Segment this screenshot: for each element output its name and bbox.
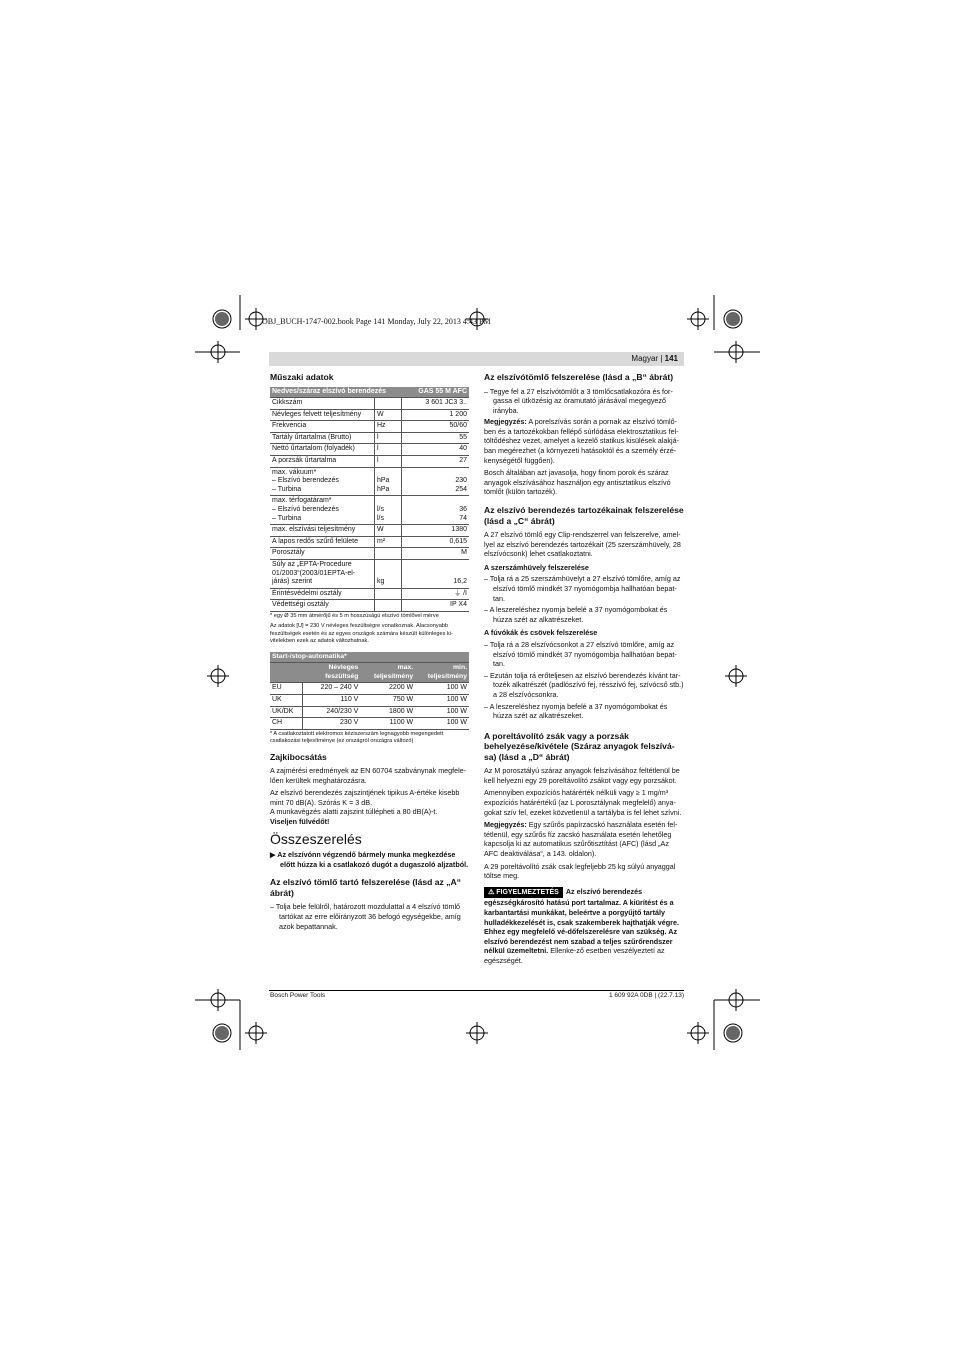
table-cell: Névleges felvett teljesítmény <box>270 409 375 421</box>
tech-data-table <box>270 387 469 612</box>
table-cell: Tartály űrtartalma (Brutto) <box>270 432 375 444</box>
table-cell: 220 – 240 V <box>302 683 360 695</box>
dust-bag-text-2: Amennyiben expozíciós határérték nélküli vagy ≥ 1 mg/m³ expozíciós határértékű (az L porosztálynak megfelelő) anya-gokat szív fel, ezeket közvetlenül a tartályba is fel lehet szívni. <box>484 788 682 817</box>
table-cell: 100 W <box>415 683 469 695</box>
table-cell: 1 200 <box>402 409 470 421</box>
table-cell: l <box>375 456 402 468</box>
warning-label: ⚠ FIGYELMEZTETÉS <box>484 887 563 899</box>
table-cell: 2200 W <box>360 683 415 695</box>
table-cell: 40 <box>402 444 470 456</box>
table-cell <box>375 588 402 600</box>
table-cell: l <box>375 444 402 456</box>
table-cell: 1800 W <box>360 706 415 718</box>
hose-assembly-step: – Tegye fel a 27 elszívótömlőt a 3 tömlőcsatlakozóra és for-gassa el ütközésig az óramutató járásával megegyező irányba. <box>484 386 673 415</box>
nozzles-step-2: – Ezután tolja rá erőteljesen az elszívó berendezés kívánt tar-tozék alkatrészét (padlószívó fej, résszívó fej, szívócső stb.) a 28 elszívócsonkra. <box>484 670 684 699</box>
footer-brand: Bosch Power Tools <box>270 992 326 999</box>
table-row <box>270 398 469 410</box>
table-cell: 230 V <box>302 718 360 730</box>
accessories-heading: Az elszívó berendezés tartozékainak felszerelése (lásd a „C“ ábrát) <box>484 505 684 526</box>
static-note: Megjegyzés: A porelszívás során a pornak az elszívó tömlő-ben és a tartozékokban fellépő súrlódása elektrosztatikus fel-töltődéshez vezet, amelyet a kezelő statikus kisülések alakjá-ban megérezhet (a környezeti hatásoktól és a személy érzé-kenységétől függően). <box>484 417 679 465</box>
table-cell: A lapos redős szűrő felülete <box>270 536 375 548</box>
table-cell: W <box>375 409 402 421</box>
table-row: Súly az „EPTA-Procedure 01/2003“(2003/01EPTA-el-járás) szerint kg 16,2 <box>270 560 469 589</box>
table-row <box>270 588 469 600</box>
table-cell: 110 V <box>302 694 360 706</box>
dust-bag-text-3: A 29 poreltávolító zsák csak legfeljebb 25 kg súlyú anyaggal töltse meg. <box>484 861 676 881</box>
dust-bag-heading: A poreltávolító zsák vagy a porzsák behelyezése/kivétele (Száraz anyagok felszívá-sa) (lásd a „D“ ábrát) <box>484 730 675 762</box>
table-cell: 100 W <box>415 706 469 718</box>
table-cell: 1380 <box>402 525 470 537</box>
table-row <box>270 694 469 706</box>
table-row <box>270 421 469 433</box>
start-stop-footnote: * A csatlakoztatott elektromos kéziszerszám legnagyobb megengedett csatlakozási teljesítménye (ez országról országra változó) <box>270 730 444 745</box>
table-cell: Védettségi osztály <box>270 600 375 612</box>
table-cell: EU <box>270 683 302 695</box>
table-row <box>270 525 469 537</box>
table-row <box>270 600 469 612</box>
table-cell: 27 <box>402 456 470 468</box>
table-row <box>270 409 469 421</box>
hose-holder-step: – Tolja bele felülről, határozott mozdulattal a 4 elszívó tömlő tartókat az erre előirányzott 36 befogó egységekbe, amíg azok bepattannak. <box>270 902 461 931</box>
tool-sleeve-heading: A szerszámhüvely felszerelése <box>484 562 589 572</box>
footer-rule <box>269 990 684 991</box>
table-head-model: GAS 55 M AFC <box>402 387 470 398</box>
table-cell: 3 601 JC3 3.. <box>402 398 470 410</box>
table-cell: 50/60 <box>402 421 470 433</box>
page-number-label: Magyar | 141 <box>631 354 678 363</box>
hose-assembly-heading: Az elszívótömlő felszerelése (lásd a „B“ ábrát) <box>484 372 674 382</box>
nozzles-heading: A fúvókák és csövek felszerelése <box>484 628 598 638</box>
table-cell: UK/DK <box>270 706 302 718</box>
table-cell: Porosztály <box>270 548 375 560</box>
left-column <box>270 372 469 933</box>
table-row <box>270 683 469 695</box>
table-cell: max. elszívási teljesítmény <box>270 525 375 537</box>
table-row <box>270 432 469 444</box>
noise-text-3: A munkavégzés alatti zajszint túllépheti a 80 dB(A)-t. <box>270 807 438 817</box>
nozzles-step-1: – Tolja rá a 28 elszívócsonkot a 27 elszívó tömlőre, amíg az elszívó tömlő mindkét 37 nyomógombja hallhatóan bepat-tan. <box>484 639 677 669</box>
table-cell <box>375 600 402 612</box>
table-row: max. térfogatáram* – Elszívó berendezés – Turbina l/s l/s 36 74 <box>270 496 469 525</box>
table-cell: 750 W <box>360 694 415 706</box>
start-stop-table: Start-/stop-automatika* Névleges feszültség max. teljesítmény min. teljesítmény EU 220 – 240 V 2200 W 100 W UK 110 V 750 W 100 W UK/DK 240/230 V 1800 W 100 W CH 230 V 1100 W 100 W <box>270 652 469 730</box>
table-row: max. vákuum* – Elszívó berendezés – Turbina hPa hPa 230 254 <box>270 467 469 496</box>
noise-warning: Viseljen fülvédőt! <box>270 817 330 827</box>
table-cell: 0,615 <box>402 536 470 548</box>
dust-bag-note: Megjegyzés: Egy szűrős papírzacskó használata esetén fel-tétlenül, egy szűrős fíz zacskó használata esetén lehetőleg kapcsolja ki az automatikus szűrőtisztítást (AFC) (lásd „Az AFC deaktiválása“, a 143. oldalon). <box>484 820 678 858</box>
table-row <box>270 548 469 560</box>
table-note: Az adatok [U] = 230 V névleges feszültségre vonatkoznak. Alacsonyabb feszültségek esetén és az egyes országok számára készült különleges ki-vitelekben ezek az adatok változhatnak. <box>270 623 453 645</box>
accessories-intro: A 27 elszívó tömlő egy Clip-rendszerrel van felszerelve, amel-lyel az elszívó berendezés tartozékait (25 szerszámhüvely, 28 elszívócsonk) lehet csatlakoztatni. <box>484 530 681 559</box>
table-cell: 240/230 V <box>302 706 360 718</box>
page-header-bar <box>269 352 684 366</box>
table-cell: UK <box>270 694 302 706</box>
table-cell: 1100 W <box>360 718 415 730</box>
table-cell: Érintésvédelmi osztály <box>270 588 375 600</box>
table-cell: IP X4 <box>402 600 470 612</box>
table-head-product: Nedves/száraz elszívó berendezés <box>270 387 402 398</box>
noise-text-2: Az elszívó berendezés zajszintjének tipikus A-értéke kisebb mint 70 dB(A). Szórás K = 3 dB. <box>270 788 460 807</box>
table-cell: Hz <box>375 421 402 433</box>
table-cell: m² <box>375 536 402 548</box>
table-cell <box>375 548 402 560</box>
tool-sleeve-step-1: – Tolja rá a 25 szerszámhüvelyt a 27 elszívó tömlőre, amíg az elszívó tömlő mindkét 37 nyomógombja hallhatóan bepat-tan. <box>484 574 681 603</box>
table-cell: l <box>375 432 402 444</box>
start-stop-title: Start-/stop-automatika* <box>270 652 469 663</box>
book-info-line: OBJ_BUCH-1747-002.book Page 141 Monday, July 22, 2013 4:43 PM <box>262 317 491 326</box>
noise-heading: Zajkibocsátás <box>270 751 327 762</box>
tool-sleeve-step-2: – A leszereléshez nyomja befelé a 37 nyomógombokat és húzza szét az alkatrészeket. <box>484 605 668 624</box>
table-cell: M <box>402 548 470 560</box>
table-row <box>270 536 469 548</box>
antistatic-recommendation: Bosch általában azt javasolja, hogy finom porok és száraz anyagok elszívásához használjon egy antisztatikus elszívó tömlőt (külön tartozék). <box>484 468 671 497</box>
table-cell: 100 W <box>415 718 469 730</box>
table-cell: A porzsák űrtartalma <box>270 456 375 468</box>
table-cell: W <box>375 525 402 537</box>
table-cell <box>375 398 402 410</box>
warning-block: ⚠ FIGYELMEZTETÉS Az elszívó berendezés egészségkárosító hatású port tartalmaz. A kiürítést és a karbantartási munkákat, beleértve a porgyűjtő tartály hulladékkezelését is, csak szakemberek hajthatják végre. Ehhez egy megfelelő vé-dőfelszerelésre van szükség. Az elszívó berendezést nem szabad a teljes szűrőrendszer nélkül üzemeltetni. Ellenke-ző esetben veszélyeztetí az egészségét. <box>484 886 679 965</box>
noise-text-1: A zajmérési eredmények az EN 60704 szabványnak megfele-lően kerültek meghatározásra. <box>270 766 467 785</box>
dust-bag-text-1: Az M porosztályú száraz anyagok felszívásához feltétlenül be kell helyezni egy 29 poreltávolító zsákot vagy egy porzsákot. <box>484 766 680 785</box>
footer-code: 1 609 92A 0DB | (22.7.13) <box>608 992 684 999</box>
table-cell: CH <box>270 718 302 730</box>
table-row <box>270 706 469 718</box>
assembly-heading: Összeszerelés <box>270 830 362 847</box>
table-cell: Frekvencia <box>270 421 375 433</box>
table-cell: Cikkszám <box>270 398 375 410</box>
hose-holder-heading: Az elszívó tömlő tartó felszerelése (lásd az „A“ ábrát) <box>270 877 462 898</box>
table-cell: Nettó űrtartalom (folyadék) <box>270 444 375 456</box>
table-cell: ⏚ /I <box>402 588 470 600</box>
right-column <box>484 372 684 969</box>
table-row <box>270 456 469 468</box>
table-row <box>270 718 469 730</box>
table-row <box>270 444 469 456</box>
assembly-warning: ▶ Az elszívónn végzendő bármely munka megkezdése előtt húzza ki a csatlakozó dugót a dugaszoló aljzatból. <box>270 850 469 869</box>
table-cell: 55 <box>402 432 470 444</box>
table-cell: 100 W <box>415 694 469 706</box>
tech-data-heading: Műszaki adatok <box>270 372 334 382</box>
nozzles-step-3: – A leszereléshez nyomja befelé a 37 nyomógombokat és húzza szét az alkatrészeket. <box>484 701 668 721</box>
table-footnote: * egy Ø 35 mm átmérőjű és 5 m hosszúságú elszívó tömlővel mérve <box>270 612 439 619</box>
